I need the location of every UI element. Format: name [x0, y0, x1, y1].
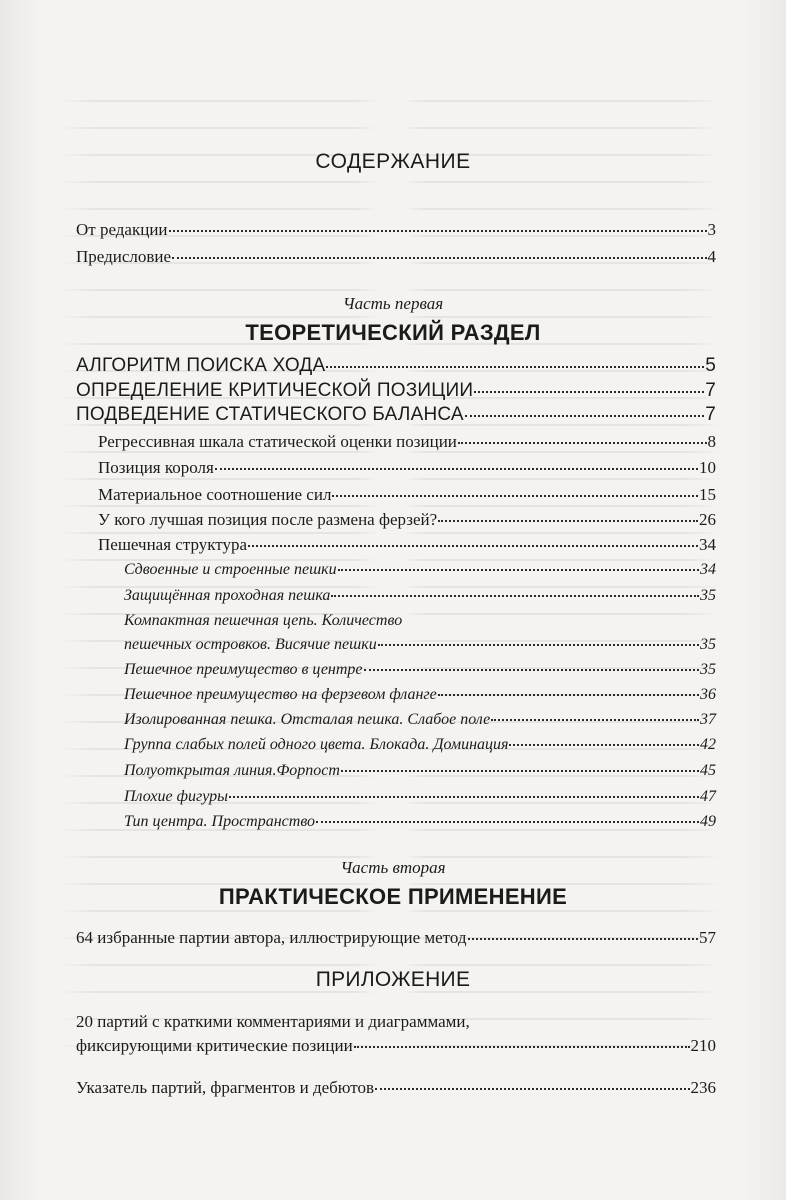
toc-entry-title: Пешечное преимущество на ферзевом фланге — [124, 686, 437, 703]
part-one-title: ТЕОРЕТИЧЕСКИЙ РАЗДЕЛ — [245, 320, 541, 345]
toc-entry-page: 47 — [700, 788, 716, 805]
part-one-label: Часть первая — [342, 294, 444, 313]
toc-entry-page: 236 — [690, 1078, 716, 1097]
toc-entry-title: Группа слабых полей одного цвета. Блокада. Доминация — [124, 736, 509, 753]
toc-entry-page: 35 — [700, 587, 716, 604]
toc-entry-sub — [98, 535, 716, 555]
dot-leader — [378, 644, 699, 646]
toc-entry-page: 3 — [707, 220, 716, 239]
toc-entry-games — [76, 928, 716, 948]
toc-entry-title: От редакции — [76, 220, 168, 239]
dot-leader — [375, 1088, 689, 1090]
toc-entry-main — [76, 380, 716, 402]
dot-leader — [326, 366, 704, 368]
toc-heading: СОДЕРЖАНИЕ — [315, 150, 471, 173]
toc-entry-page: 49 — [700, 813, 716, 830]
toc-entry-editorial — [76, 220, 716, 240]
dot-leader — [468, 938, 698, 940]
dot-leader — [172, 257, 706, 259]
dot-leader — [465, 415, 704, 417]
dot-leader — [438, 520, 698, 522]
toc-entry-pawn — [124, 711, 716, 729]
toc-entry-pawn — [124, 561, 716, 579]
toc-entry-page: 34 — [700, 561, 716, 578]
toc-entry-pawn — [124, 661, 716, 679]
dot-leader — [458, 442, 707, 444]
dot-leader — [438, 694, 699, 696]
toc-entry-page: 7 — [705, 380, 716, 401]
toc-entry-main — [76, 404, 716, 426]
toc-entry-page: 210 — [690, 1036, 716, 1055]
toc-entry-title: Пешечная структура — [98, 535, 248, 554]
toc-entry-title: фиксирующими критические позиции — [76, 1036, 353, 1055]
toc-entry-sub — [98, 458, 716, 478]
toc-entry-page: 37 — [700, 711, 716, 728]
toc-entry-page: 35 — [700, 636, 716, 653]
toc-entry-page: 8 — [707, 432, 716, 451]
dot-leader — [169, 230, 707, 232]
toc-entry-pawn — [124, 736, 716, 754]
toc-entry-sub — [98, 432, 716, 452]
toc-entry-title: Предисловие — [76, 247, 172, 266]
toc-entry-pawn — [124, 788, 716, 806]
toc-entry-title: У кого лучшая позиция после размена ферзей? — [98, 510, 438, 529]
dot-leader — [491, 719, 699, 721]
toc-entry-title-line1: Компактная пешечная цепь. Количество — [124, 612, 403, 629]
toc-entry-sub — [98, 485, 716, 505]
toc-entry-pawn — [124, 636, 716, 654]
toc-entry-page: 15 — [699, 485, 716, 504]
dot-leader — [509, 744, 699, 746]
toc-entry-page: 57 — [699, 928, 716, 947]
toc-entry-page: 4 — [707, 247, 716, 266]
toc-entry-title: Полуоткрытая линия.Форпост — [124, 762, 340, 779]
toc-entry-title: АЛГОРИТМ ПОИСКА ХОДА — [76, 355, 326, 376]
toc-entry-title: пешечных островков. Висячие пешки — [124, 636, 377, 653]
toc-entry-page: 26 — [699, 510, 716, 529]
dot-leader — [229, 796, 699, 798]
part-two-label: Часть вторая — [340, 858, 446, 877]
dot-leader — [331, 595, 699, 597]
toc-entry-page: 7 — [705, 404, 716, 425]
toc-entry-pawn — [124, 587, 716, 605]
dot-leader — [341, 770, 699, 772]
appendix-title: ПРИЛОЖЕНИЕ — [315, 968, 471, 991]
toc-entry-main — [76, 355, 716, 377]
toc-entry-preface — [76, 247, 716, 267]
toc-entry-page: 10 — [699, 458, 716, 477]
toc-entry-title: Тип центра. Пространство — [124, 813, 316, 830]
toc-entry-title: Пешечное преимущество в центре — [124, 661, 363, 678]
toc-entry-title: Сдвоенные и строенные пешки — [124, 561, 337, 578]
toc-entry-page: 45 — [700, 762, 716, 779]
toc-entry-sub — [98, 510, 716, 530]
toc-entry-pawn — [124, 813, 716, 831]
dot-leader — [316, 821, 699, 823]
part-two-title: ПРАКТИЧЕСКОЕ ПРИМЕНЕНИЕ — [218, 884, 568, 909]
toc-entry-page: 5 — [705, 355, 716, 376]
toc-entry-title-line1: 20 партий с краткими комментариями и диаграммами, — [76, 1012, 470, 1031]
dot-leader — [248, 545, 698, 547]
toc-entry-pawn — [124, 686, 716, 704]
dot-leader — [338, 569, 699, 571]
toc-entry-page: 36 — [700, 686, 716, 703]
toc-entry-title: 64 избранные партии автора, иллюстрирующие метод — [76, 928, 467, 947]
toc-entry-title: ПОДВЕДЕНИЕ СТАТИЧЕСКОГО БАЛАНСА — [76, 404, 464, 425]
toc-entry-title: Плохие фигуры — [124, 788, 228, 805]
toc-entry-pawn — [124, 762, 716, 780]
toc-entry-title: Позиция короля — [98, 458, 214, 477]
toc-entry-title: Материальное соотношение сил — [98, 485, 332, 504]
toc-entry-title: ОПРЕДЕЛЕНИЕ КРИТИЧЕСКОЙ ПОЗИЦИИ — [76, 380, 474, 401]
dot-leader — [474, 391, 704, 393]
dot-leader — [215, 468, 698, 470]
toc-entry-title: Указатель партий, фрагментов и дебютов — [76, 1078, 375, 1097]
toc-entry-page: 34 — [699, 535, 716, 554]
dot-leader — [354, 1046, 690, 1048]
toc-entry-title: Изолированная пешка. Отсталая пешка. Слабое поле — [124, 711, 491, 728]
toc-entry-index — [76, 1078, 716, 1098]
dot-leader — [332, 495, 698, 497]
dot-leader — [364, 669, 699, 671]
toc-entry-title: Регрессивная шкала статической оценки позиции — [98, 432, 457, 451]
toc-entry-appendix — [76, 1036, 716, 1056]
toc-entry-page: 42 — [700, 736, 716, 753]
toc-entry-page: 35 — [700, 661, 716, 678]
toc-entry-title: Защищённая проходная пешка — [124, 587, 331, 604]
